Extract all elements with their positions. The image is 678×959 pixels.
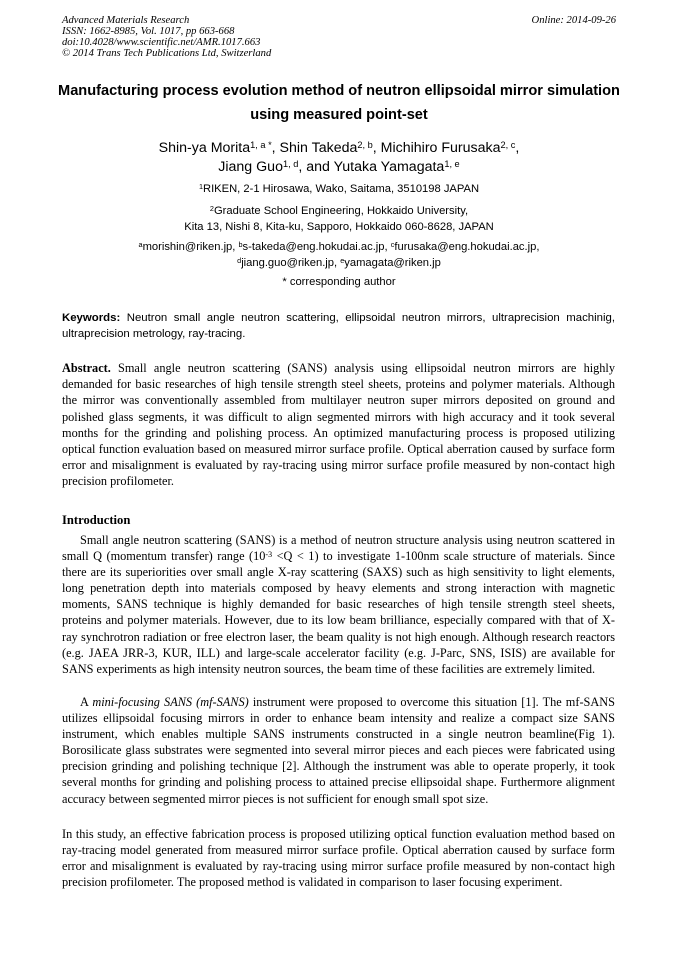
author-affiliation-mark: 1, a * xyxy=(250,139,272,150)
email-mark: c xyxy=(390,239,395,249)
email-link[interactable]: morishin@riken.jp, xyxy=(142,241,239,253)
author-list xyxy=(60,139,618,177)
affiliation-mark: 1 xyxy=(198,181,203,191)
author-separator: , xyxy=(372,140,381,156)
journal-header xyxy=(62,15,271,59)
author-name: Michihiro Furusaka xyxy=(380,140,501,156)
affiliation-text: Graduate School Engineering, Hokkaido University, xyxy=(213,205,469,217)
email-link[interactable]: furusaka@eng.hokudai.ac.jp, xyxy=(394,241,540,253)
journal-copyright: © 2014 Trans Tech Publications Ltd, Switzerland xyxy=(62,48,272,59)
author-affiliation-mark: 2, b xyxy=(357,139,373,150)
paragraph-text: A xyxy=(80,695,93,709)
affiliation-1 xyxy=(60,181,618,197)
author-separator: , xyxy=(515,140,520,156)
keywords-label: Keywords: xyxy=(62,312,121,324)
keywords-text: Neutron small angle neutron scattering, ellipsoidal neutron mirrors, ultraprecision machinig, ultraprecision metrology, ray-tracing. xyxy=(62,312,615,340)
email-link[interactable]: jiang.guo@riken.jp, xyxy=(241,257,341,269)
paper-title: Manufacturing process evolution method of neutron ellipsoidal mirror simulation using measured point-set xyxy=(58,83,620,123)
paragraph-text: Small angle neutron scattering (SANS) is a method of neutron structure analysis using neutron scattered in small Q (momentum transfer) range (10 xyxy=(62,533,615,564)
intro-paragraph-3: In this study, an effective fabrication process is proposed utilizing optical function evaluation method based on ray-tracing model generated from measured mirror surface profile. Optical aberration caused by surface form error and misalignment is evaluated by ray-tracing using mirror surface profile measured by non-contact high precision profilometer. The proposed method is validated in comparison to laser focusing experiment. xyxy=(62,827,615,890)
author-affiliation-mark: 1, e xyxy=(444,158,460,169)
author-affiliation-mark: 2, c xyxy=(500,139,516,150)
affiliation-text: RIKEN, 2-1 Hirosawa, Wako, Saitama, 3510198 JAPAN xyxy=(202,183,480,195)
affiliation-2 xyxy=(60,203,618,235)
online-date: Online: 2014-09-26 xyxy=(531,15,616,26)
author-name: Jiang Guo xyxy=(218,159,283,175)
journal-doi: doi:10.4028/www.scientific.net/AMR.1017.663 xyxy=(62,37,261,48)
affiliation-text: Kita 13, Nishi 8, Kita-ku, Sapporo, Hokkaido 060-8628, JAPAN xyxy=(184,221,494,233)
author-name: Yutaka Yamagata xyxy=(333,159,445,175)
journal-name: Advanced Materials Research xyxy=(62,15,190,26)
abstract xyxy=(62,360,615,490)
intro-paragraph-1 xyxy=(62,532,615,677)
abstract-text: Small angle neutron scattering (SANS) analysis using ellipsoidal neutron mirrors are highly demanded for basic researches of high tensile strength steel sheets, proteins and polymer materials. Although the mirror was conventionally assembled from multilayer neutron super mirrors deposited on ground and polished glass segments, it was difficult to align segmented mirrors with high accuracy and it took several months for the grinding and polishing process. An optimized manufacturing process is proposed utilizing optical function evaluation based on measured mirror surface profile. Optical aberration caused by surface form error and misalignment is evaluated by ray-tracing using mirror surface profile measured by non-contact high precision profilometer. xyxy=(62,361,615,489)
paragraph-text: <Q < 1) to investigate 1-100nm scale structure of materials. Since there are its superiorities over small angle X-ray scattering (SAXS) such as high sensitivity to light elements, long penetration depth into materials composed by heavy elements and strong interaction with magnetic moments, SANS technique is highly demanded for basic researches of high tensile strength steel sheets, proteins and polymer materials. However, due to its low beam brilliance, especially compared with that of X-ray synchrotron radiation or free electron laser, the beam quality is not high enough. Although research reactors (e.g. JAEA JRR-3, KUR, ILL) and large-scale accelerator facility (e.g. J-Parc, SNS, ISIS) are available for SANS experiments as high intensity neutron sources, the beam time of these facilities are extremely limited. xyxy=(62,549,615,676)
abstract-label: Abstract. xyxy=(62,361,111,375)
author-affiliation-mark: 1, d xyxy=(282,158,299,169)
corresponding-author-note: * corresponding author xyxy=(282,276,396,288)
affiliation-mark: 2 xyxy=(209,203,214,213)
paragraph-text: instrument were proposed to overcome this situation [1]. The mf-SANS utilizes ellipsoidal focusing mirrors in order to enhance beam intensity and realize a compact size SANS instrument, which enables multiple SANS instruments constructed in a single neutron beamline(Fig 1). Borosilicate glass substrates were segmented into several mirror pieces and each pieces were fabricated using precision grinding and polishing technique [2]. Although the instrument was able to operate properly, it took several months for grinding and polishing process to attained precise ellipsoidal shape. Furthermore alignment accuracy between segmented mirror pieces is not sufficient for enough small spot size. xyxy=(62,695,615,806)
exponent: -3 xyxy=(265,549,273,559)
author-name: Shin-ya Morita xyxy=(158,140,251,156)
keywords xyxy=(62,311,615,342)
email-mark: a xyxy=(138,239,143,249)
author-separator: , xyxy=(271,140,280,156)
author-name: Shin Takeda xyxy=(279,140,358,156)
italic-term: mini-focusing SANS (mf-SANS) xyxy=(92,695,249,709)
intro-paragraph-2 xyxy=(62,694,615,807)
email-mark: b xyxy=(238,239,243,249)
section-heading-introduction: Introduction xyxy=(62,513,131,527)
email-link[interactable]: s-takeda@eng.hokudai.ac.jp, xyxy=(242,241,391,253)
email-mark: e xyxy=(340,255,345,265)
journal-issn: ISSN: 1662-8985, Vol. 1017, pp 663-668 xyxy=(62,26,235,37)
email-link[interactable]: yamagata@riken.jp xyxy=(344,257,441,269)
author-emails xyxy=(60,239,618,271)
email-mark: d xyxy=(237,255,242,265)
author-separator: , and xyxy=(298,159,334,175)
